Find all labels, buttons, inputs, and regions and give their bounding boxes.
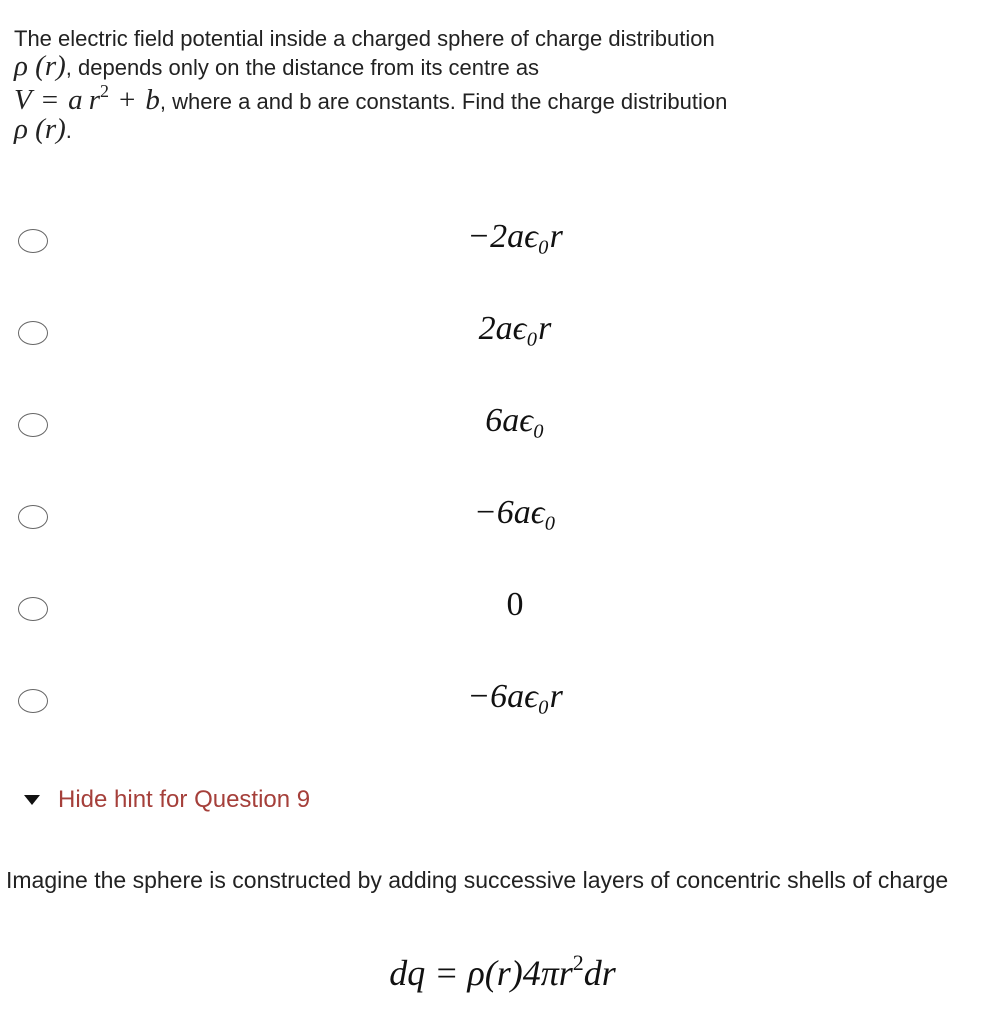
radio-button[interactable]: [18, 505, 48, 529]
option-formula: −6aϵ₀: [473, 494, 557, 531]
equals-sign: =: [41, 83, 59, 116]
answer-option-3[interactable]: [0, 398, 1005, 460]
option-formula: 6aϵ₀: [485, 402, 545, 439]
plus-sign: +: [119, 83, 136, 116]
question-line-2-text: , depends only on the distance from its centre as: [65, 55, 540, 81]
period: .: [65, 118, 72, 144]
a-variable: a: [68, 83, 83, 116]
rho-expression-end: ρ (r): [14, 113, 66, 146]
answer-option-2[interactable]: [0, 306, 1005, 368]
answer-option-4[interactable]: [0, 490, 1005, 552]
question-text: [14, 26, 974, 145]
rho-expression: ρ (r): [14, 50, 66, 83]
radio-button[interactable]: [18, 597, 48, 621]
radio-button[interactable]: [18, 229, 48, 253]
radio-button[interactable]: [18, 321, 48, 345]
hint-equation-rhs: dr: [583, 953, 616, 993]
hint-equation-exponent: 2: [572, 950, 584, 975]
hint-text: Imagine the sphere is constructed by adding successive layers of concentric shells of charge: [6, 867, 949, 893]
option-formula: −2aϵ₀r: [467, 218, 563, 255]
r-variable: r: [88, 83, 100, 116]
hint-equation-lhs: dq = ρ(r)4πr: [389, 953, 573, 993]
potential-variable: V: [14, 83, 32, 116]
question-line-3: [14, 82, 974, 115]
radio-button[interactable]: [18, 413, 48, 437]
exponent: 2: [100, 80, 109, 101]
question-line-3-text: , where a and b are constants. Find the charge distribution: [159, 88, 728, 114]
radio-button[interactable]: [18, 689, 48, 713]
hint-equation: [0, 950, 1005, 994]
hide-hint-label[interactable]: Hide hint for Question 9: [58, 786, 311, 813]
answer-option-1[interactable]: [0, 214, 1005, 276]
option-formula: 0: [506, 586, 524, 623]
triangle-down-icon: [24, 795, 40, 805]
option-formula: 2aϵ₀r: [478, 310, 552, 347]
question-line-1: The electric field potential inside a charged sphere of charge distribution: [14, 26, 715, 51]
question-line-2: [14, 52, 974, 81]
option-formula: −6aϵ₀r: [467, 678, 563, 715]
b-variable: b: [145, 83, 160, 116]
answer-option-6[interactable]: [0, 674, 1005, 736]
question-line-4: [14, 115, 974, 144]
answer-option-5[interactable]: [0, 582, 1005, 644]
hide-hint-toggle[interactable]: [14, 786, 310, 814]
